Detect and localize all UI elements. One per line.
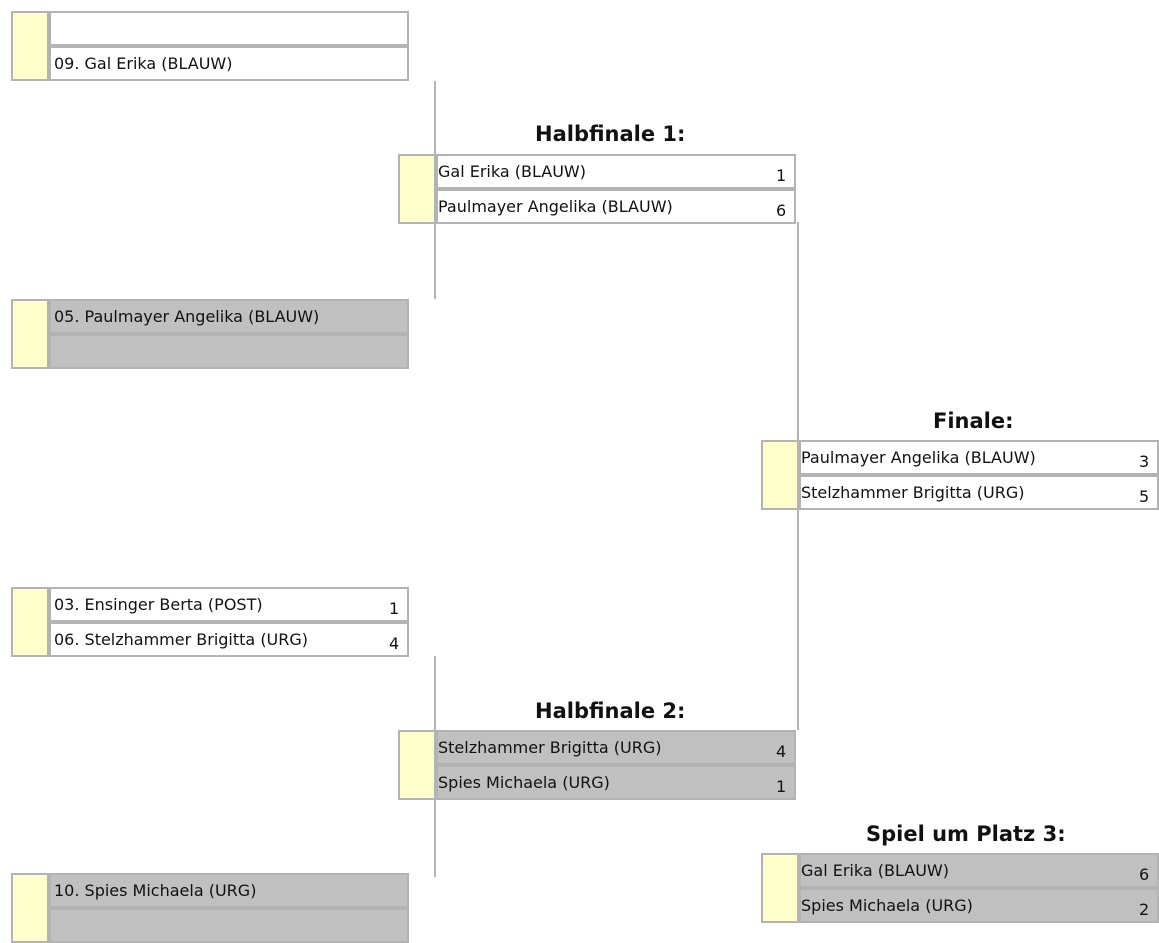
player-name: Stelzhammer Brigitta (URG) [438, 738, 662, 757]
seed-box [398, 154, 436, 224]
player-score: 2 [1139, 900, 1150, 919]
connector-line [434, 81, 436, 154]
player-score: 6 [1139, 865, 1150, 884]
seed-box [761, 440, 799, 510]
player-row [436, 765, 796, 800]
player-row [436, 189, 796, 224]
player-name: Spies Michaela (URG) [438, 773, 610, 792]
player-name: Paulmayer Angelika (BLAUW) [801, 448, 1036, 467]
player-name: 10. Spies Michaela (URG) [54, 881, 257, 900]
player-score: 1 [776, 166, 787, 185]
player-row [49, 299, 409, 334]
player-name: Stelzhammer Brigitta (URG) [801, 483, 1025, 502]
seed-box [11, 299, 49, 369]
player-name: 05. Paulmayer Angelika (BLAUW) [54, 307, 320, 326]
player-row [49, 587, 409, 622]
player-row [799, 853, 1159, 888]
connector-line [434, 798, 436, 877]
seed-box [11, 11, 49, 81]
connector-line [434, 222, 436, 299]
connector-line [434, 656, 436, 730]
player-row [436, 154, 796, 189]
semifinal-2-title: Halbfinale 2: [535, 699, 686, 723]
player-score: 3 [1139, 452, 1150, 471]
player-score: 4 [776, 742, 787, 761]
seed-box [11, 873, 49, 943]
player-name: 06. Stelzhammer Brigitta (URG) [54, 630, 309, 649]
seed-box [11, 587, 49, 657]
player-name: Gal Erika (BLAUW) [438, 162, 586, 181]
player-row [799, 888, 1159, 923]
seed-box [761, 853, 799, 923]
player-name: Gal Erika (BLAUW) [801, 861, 949, 880]
player-row [49, 873, 409, 908]
player-row [49, 46, 409, 81]
player-row [49, 334, 409, 369]
player-row [49, 622, 409, 657]
player-name: 09. Gal Erika (BLAUW) [54, 54, 233, 73]
player-row [799, 440, 1159, 475]
player-score: 5 [1139, 487, 1150, 506]
connector-line [797, 222, 799, 440]
player-name: Spies Michaela (URG) [801, 896, 973, 915]
player-row [436, 730, 796, 765]
player-row [799, 475, 1159, 510]
final-title: Finale: [933, 409, 1014, 433]
semifinal-1-title: Halbfinale 1: [535, 122, 686, 146]
connector-line [797, 508, 799, 730]
third-place-title: Spiel um Platz 3: [866, 822, 1066, 846]
seed-box [398, 730, 436, 800]
player-name: Paulmayer Angelika (BLAUW) [438, 197, 673, 216]
player-score: 4 [389, 634, 400, 653]
player-row [49, 11, 409, 46]
player-row [49, 908, 409, 943]
player-score: 6 [776, 201, 787, 220]
player-name: 03. Ensinger Berta (POST) [54, 595, 263, 614]
player-score: 1 [776, 777, 787, 796]
player-score: 1 [389, 599, 400, 618]
